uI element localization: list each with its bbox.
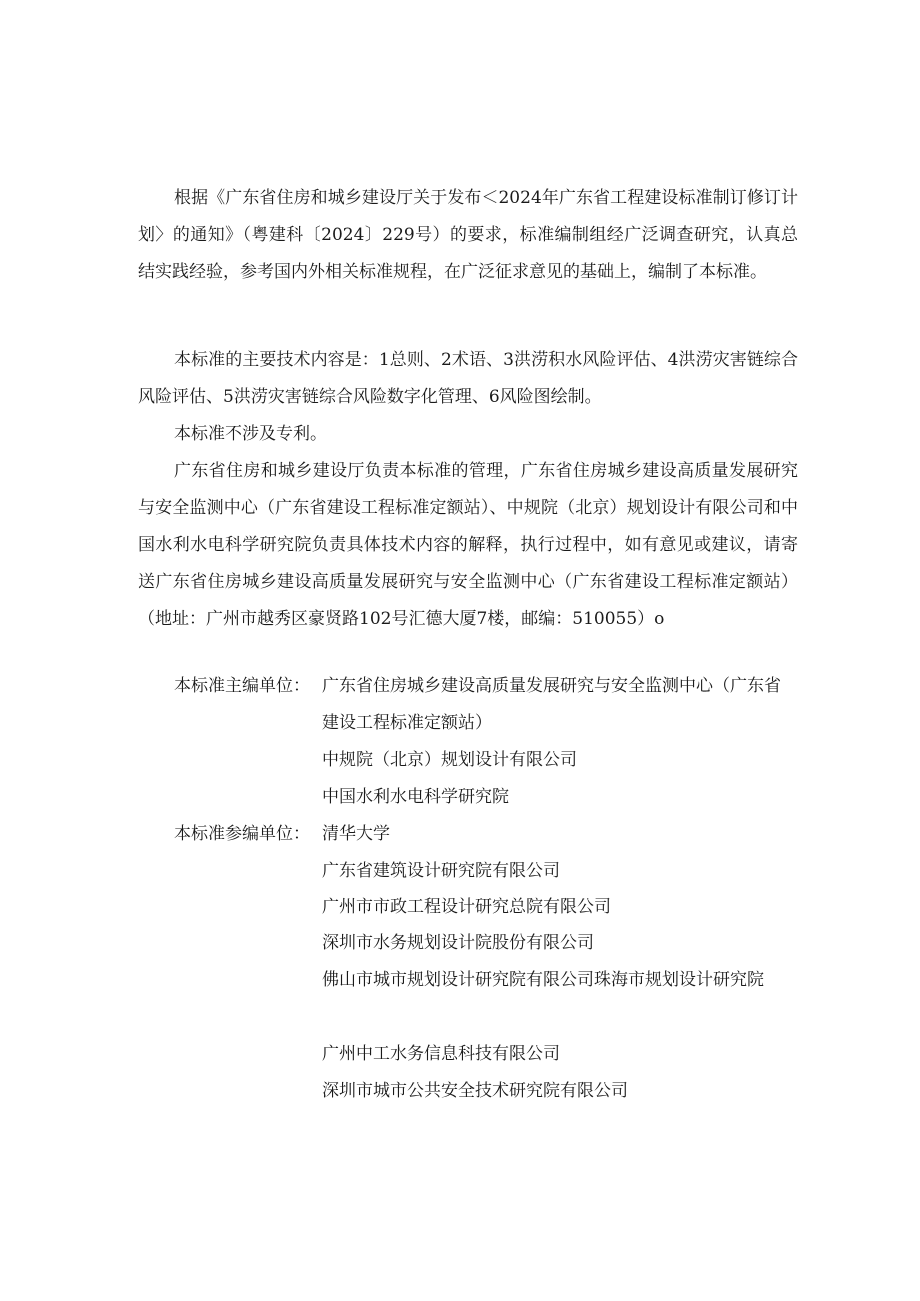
- participant-label: 本标准参编单位：: [174, 824, 310, 844]
- participant-unit: 广东省建筑设计研究院有限公司: [322, 861, 560, 881]
- participant-unit: 深圳市水务规划设计院股份有限公司: [322, 933, 594, 953]
- participant-unit: 深圳市城市公共安全技术研究院有限公司: [322, 1081, 628, 1101]
- chief-editor-unit: 中规院（北京）规划设计有限公司: [322, 750, 577, 770]
- foreword-paragraph-2: 本标准的主要技术内容是：1总则、2术语、3洪涝积水风险评估、4洪涝灾害链综合风险评估、5洪涝灾害链综合风险数字化管理、6风险图绘制。: [138, 350, 798, 407]
- participant-unit: 佛山市城市规划设计研究院有限公司珠海市规划设计研究院: [322, 970, 764, 990]
- participant-unit: 清华大学: [322, 824, 390, 844]
- participant-unit: 广州市市政工程设计研究总院有限公司: [322, 897, 611, 917]
- chief-editor-label: 本标准主编单位：: [174, 676, 310, 696]
- foreword-paragraph-3: 本标准不涉及专利。: [174, 424, 327, 444]
- chief-editor-unit: 广东省住房城乡建设高质量发展研究与安全监测中心（广东省建设工程标准定额站）: [322, 676, 781, 733]
- participant-unit: 广州中工水务信息科技有限公司: [322, 1044, 560, 1064]
- foreword-paragraph-4: 广东省住房和城乡建设厅负责本标准的管理，广东省住房城乡建设高质量发展研究与安全监测中心（广东省建设工程标准定额站）、中规院（北京）规划设计有限公司和中国水利水电科学研究院负责具体技术内容的解释，执行过程中，如有意见或建议，请寄送广东省住房城乡建设高质量发展研究与安全监测中心（广东省建设工程标准定额站）（地址：广州市越秀区豪贤路102号汇德大厦7楼，邮编：510055）o: [138, 461, 798, 629]
- foreword-paragraph-1: 根据《广东省住房和城乡建设厅关于发布＜2024年广东省工程建设标准制订修订计划〉的通知》（粤建科〔2024〕229号）的要求，标准编制组经广泛调查研究，认真总结实践经验，参考国内外相关标准规程，在广泛征求意见的基础上，编制了本标准。: [138, 188, 798, 282]
- chief-editor-unit: 中国水利水电科学研究院: [322, 787, 509, 807]
